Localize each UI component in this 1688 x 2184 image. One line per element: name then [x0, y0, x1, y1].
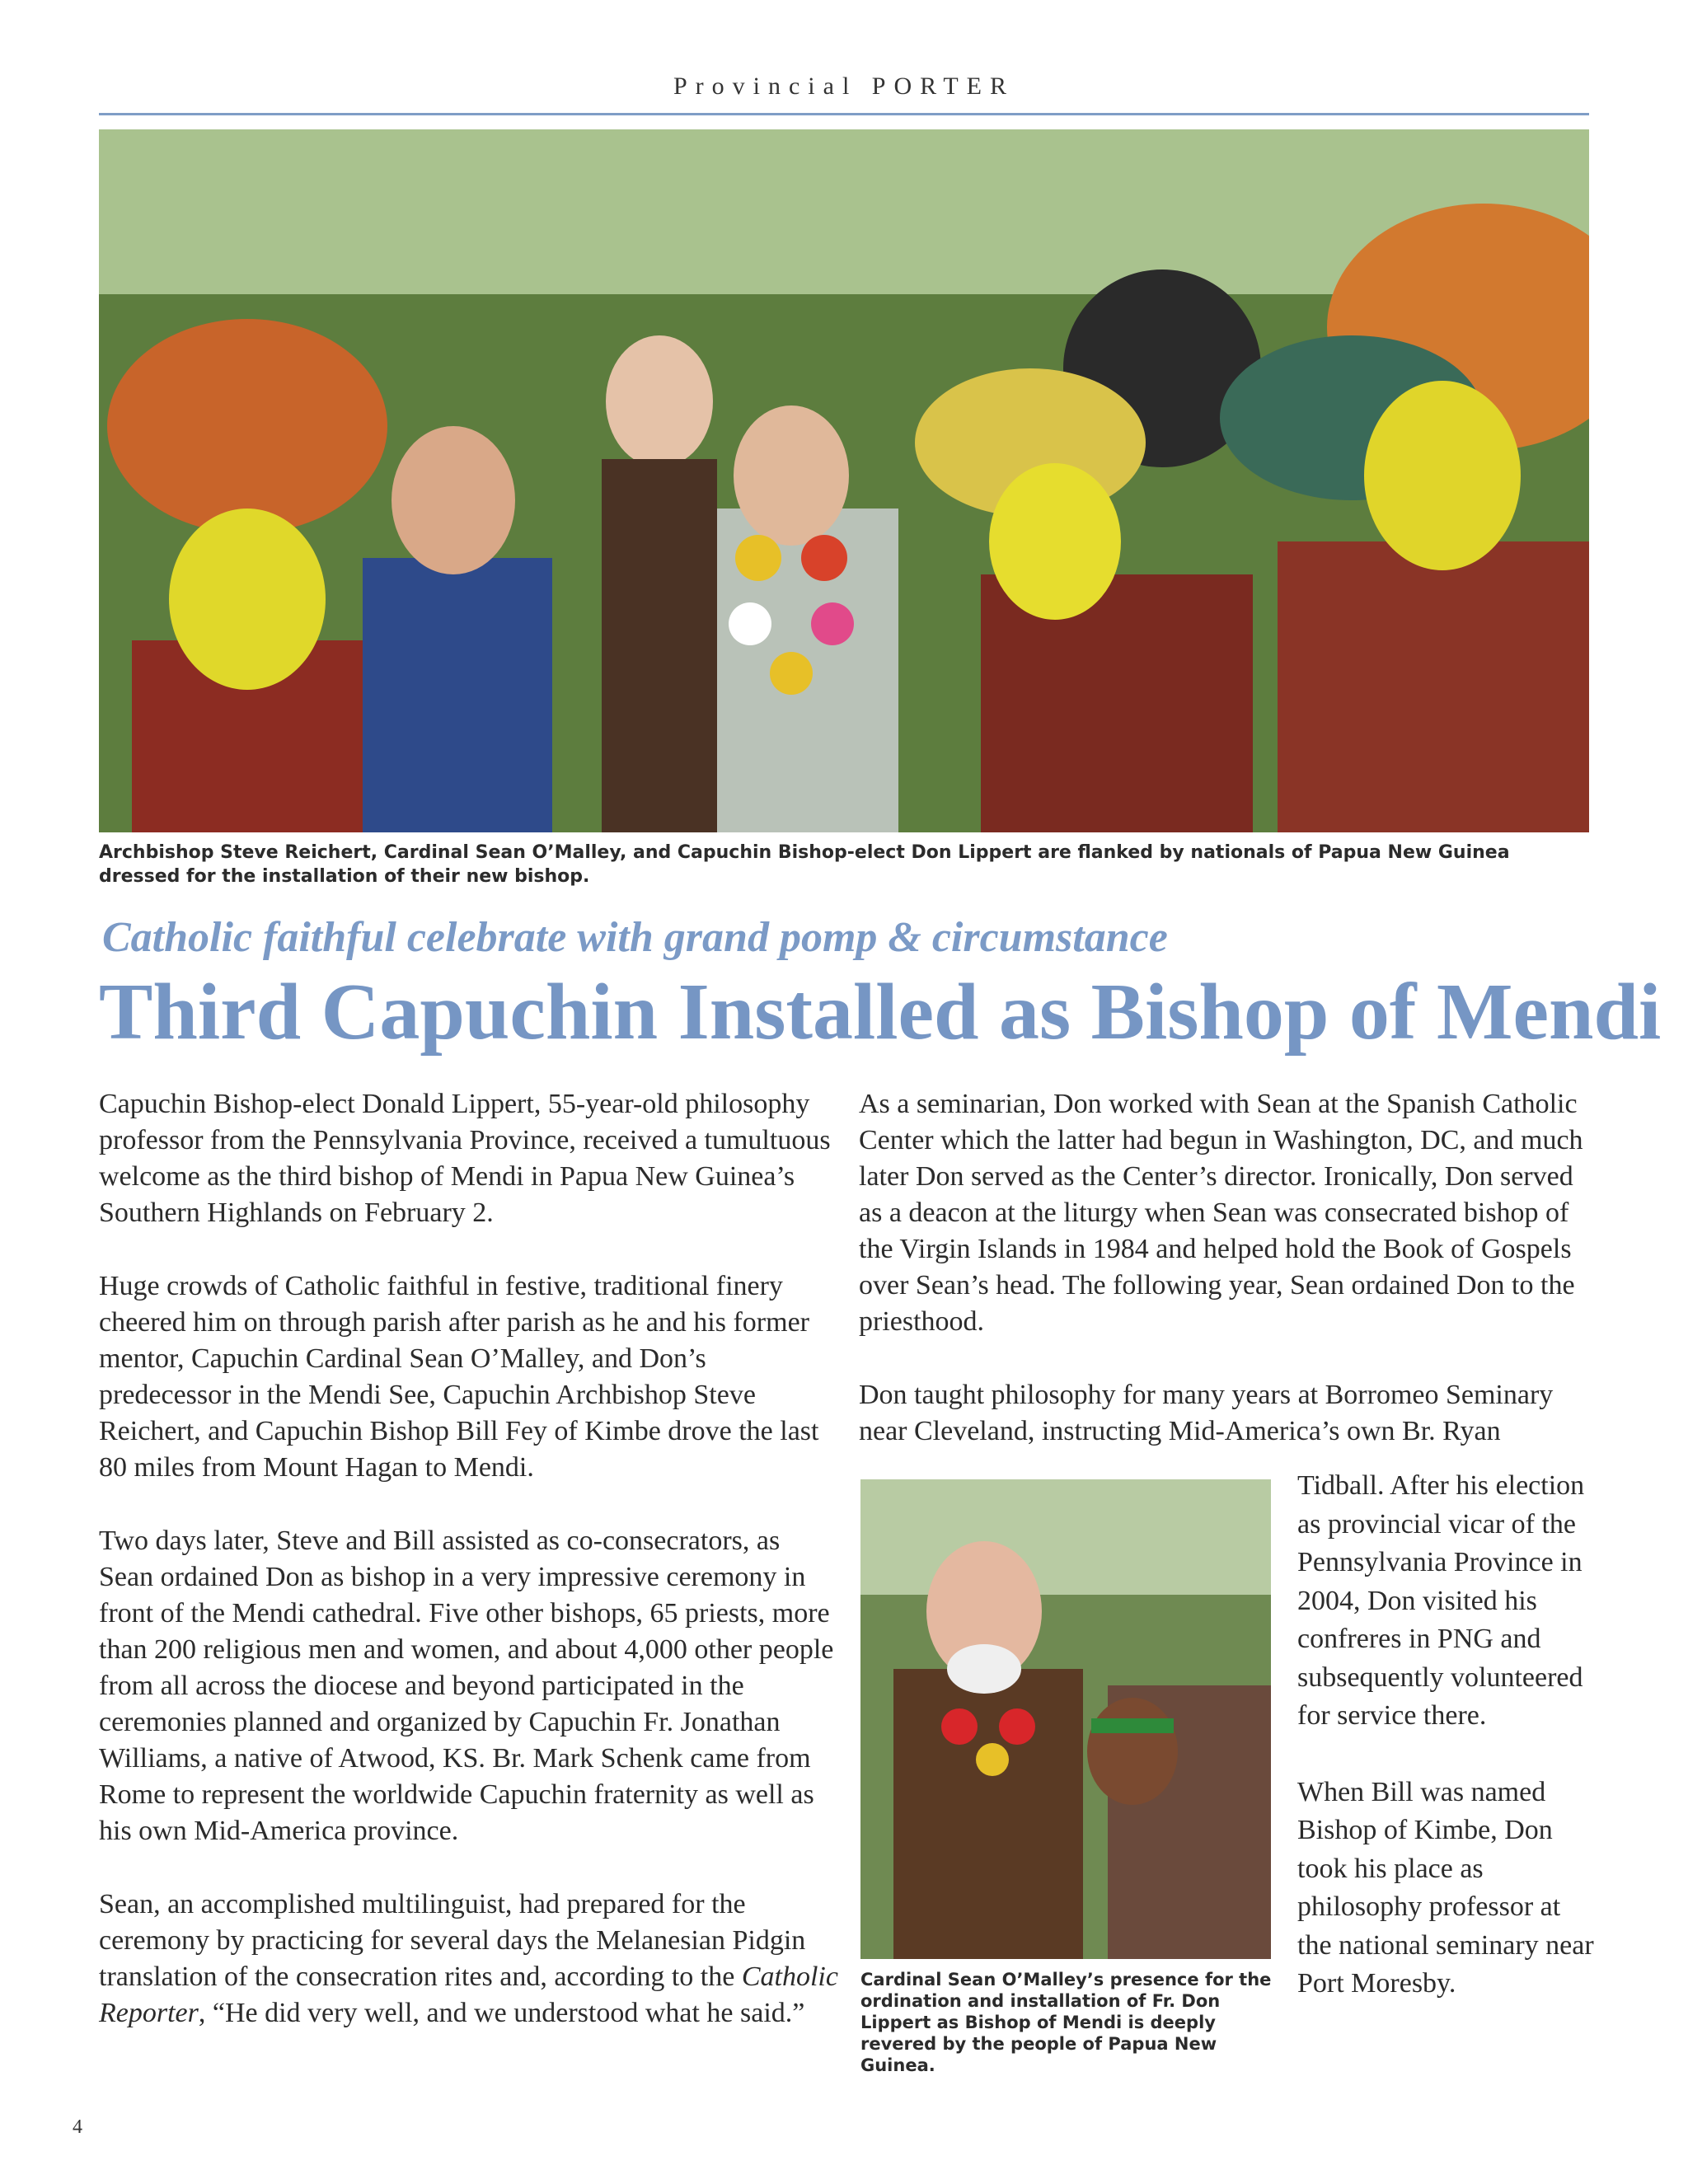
page-number: 4	[73, 2116, 82, 2138]
article-headline: Third Capuchin Installed as Bishop of Mendi	[99, 968, 1662, 1057]
paragraph: Tidball. After his election as provincial vicar of the Pennsylvania Province in 2004, Don visited his confreres in PNG and subsequently volunteered for service there.	[1297, 1470, 1585, 1731]
header-rule	[99, 113, 1589, 115]
paragraph: When Bill was named Bishop of Kimbe, Don took his place as philosophy professor at the national seminary near Port Moresby.	[1297, 1776, 1594, 1999]
paragraph: Two days later, Steve and Bill assisted as co-consecrators, as Sean ordained Don as bishop in a very impressive ceremony in front of the Mendi cathedral. Five other bishops, 65 priests, more than 200 religious men and women, and about 4,000 other people from all across the diocese and beyond participated in the ceremonies planned and organized by Capuchin Fr. Jonathan Williams, a native of Atwood, KS. Br. Mark Schenk came from Rome to represent the worldwide Capuchin fraternity as well as his own Mid-America province.	[99, 1526, 834, 1846]
inset-photo	[860, 1479, 1271, 1959]
masthead: Provincial PORTER	[673, 73, 1015, 100]
paragraph: Don taught philosophy for many years at Borromeo Seminary near Cleveland, instructing Mid-America’s own Br. Ryan	[859, 1380, 1554, 1446]
paragraph: As a seminarian, Don worked with Sean at the Spanish Catholic Center which the latter had begun in Washington, DC, and much later Don served as the Center’s director. Ironically, Don served as a deacon at the liturgy when Sean was consecrated bishop of the Virgin Islands in 1984 and helped hold the Book of Gospels over Sean’s head. The following year, Sean ordained Don to the priesthood.	[859, 1089, 1583, 1337]
hero-photo-caption: Archbishop Steve Reichert, Cardinal Sean O’Malley, and Capuchin Bishop-elect Don Lippert are flanked by nationals of Papua New Guinea dressed for the installation of their new bishop.	[99, 842, 1510, 887]
paragraph: Huge crowds of Catholic faithful in festive, traditional finery cheered him on through parish after parish as he and his former mentor, Capuchin Cardinal Sean O’Malley, and Don’s predecessor in the Mendi See, Capuchin Archbishop Steve Reichert, and Capuchin Bishop Bill Fey of Kimbe drove the last 80 miles from Mount Hagan to Mendi.	[99, 1271, 819, 1483]
paragraph: Capuchin Bishop-elect Donald Lippert, 55-year-old philosophy professor from the Pennsylvania Province, received a tumultuous welcome as the third bishop of Mendi in Papua New Guinea’s Southern Highlands on February 2.	[99, 1089, 831, 1228]
article-right-column	[859, 1086, 1592, 1487]
article-left-column	[99, 1086, 841, 2069]
publication-title: Catholic Reporter	[99, 1961, 838, 2028]
paragraph: Sean, an accomplished multilinguist, had prepared for the ceremony by practicing for several days the Melanesian Pidgin translation of the consecration rites and, according to the Catholic Reporter, “He did very well, and we understood what he said.”	[99, 1889, 838, 2028]
inset-photo-caption: Cardinal Sean O’Malley’s presence for the ordination and installation of Fr. Don Lippert as Bishop of Mendi is deeply revered by the people of Papua New Guinea.	[860, 1970, 1272, 2075]
article-kicker: Catholic faithful celebrate with grand pomp & circumstance	[102, 914, 1168, 961]
article-side-column	[1297, 1467, 1594, 2041]
hero-photo	[99, 129, 1589, 832]
